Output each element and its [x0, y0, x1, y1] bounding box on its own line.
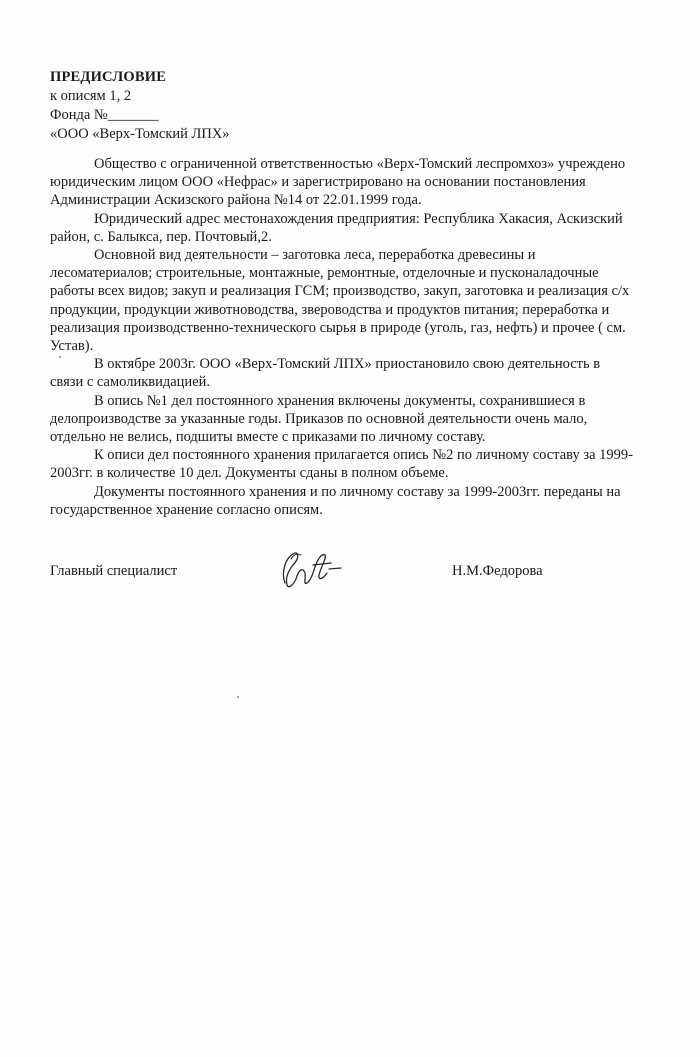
paragraph-founding: Общество с ограниченной ответственностью «Верх-Томский леспромхоз» учреждено юридическим лицом ООО «Нефрас» и зарегистрировано на основании постановления Администрации Аскизского района №14 от 22.01.1999 года. — [50, 156, 626, 209]
header-inventory-line: к описям 1, 2 — [50, 88, 132, 104]
scan-speck — [237, 696, 239, 698]
signer-name: Н.М.Федорова — [452, 563, 543, 579]
document-body — [50, 155, 635, 519]
paragraph-inventory-1: В опись №1 дел постоянного хранения включены документы, сохранившиеся в делопроизводстве за указанные годы. Приказов по основной деятельности очень мало, отдельно не велись, подшиты вместе с приказами по личному составу. — [50, 392, 588, 446]
paragraph-transfer: Документы постоянного хранения и по личному составу за 1999-2003гг. переданы на государственное хранение согласно описям. — [50, 483, 621, 518]
paragraph-activity: Основной вид деятельности – заготовка леса, переработка древесины и лесоматериалов; строительные, монтажные, ремонтные, отделочные и пусконаладочные работы всех видов; закуп и реализация ГСМ; производство, закуп, заготовка и реализация с/х продукции, продукции животноводства, звероводства и продуктов питания; переработка и реализация производственно-технического сырья в природе (уголь, газ, нефть) и прочее ( см. Устав). — [50, 247, 630, 355]
paragraph-address: Юридический адрес местонахождения предприятия: Республика Хакасия, Аскизский район, с. Балыкса, пер. Почтовый,2. — [50, 210, 623, 245]
document-title: ПРЕДИСЛОВИЕ — [50, 69, 167, 85]
handwritten-signature — [255, 543, 365, 603]
document-header — [50, 68, 230, 144]
header-organization-line: «ООО «Верх-Томский ЛПХ» — [50, 126, 230, 142]
header-fund-line: Фонда №_______ — [50, 107, 159, 123]
paragraph-suspension: В октябре 2003г. ООО «Верх-Томский ЛПХ» приостановило свою деятельность в связи с самоликвидацией. — [50, 356, 601, 391]
paragraph-inventory-2: К описи дел постоянного хранения прилагается опись №2 по личному составу за 1999-2003гг. в количестве 10 дел. Документы сданы в полном объеме. — [50, 447, 633, 482]
signature-block — [50, 563, 650, 603]
scan-speck — [59, 356, 61, 358]
signer-position: Главный специалист — [50, 563, 178, 579]
